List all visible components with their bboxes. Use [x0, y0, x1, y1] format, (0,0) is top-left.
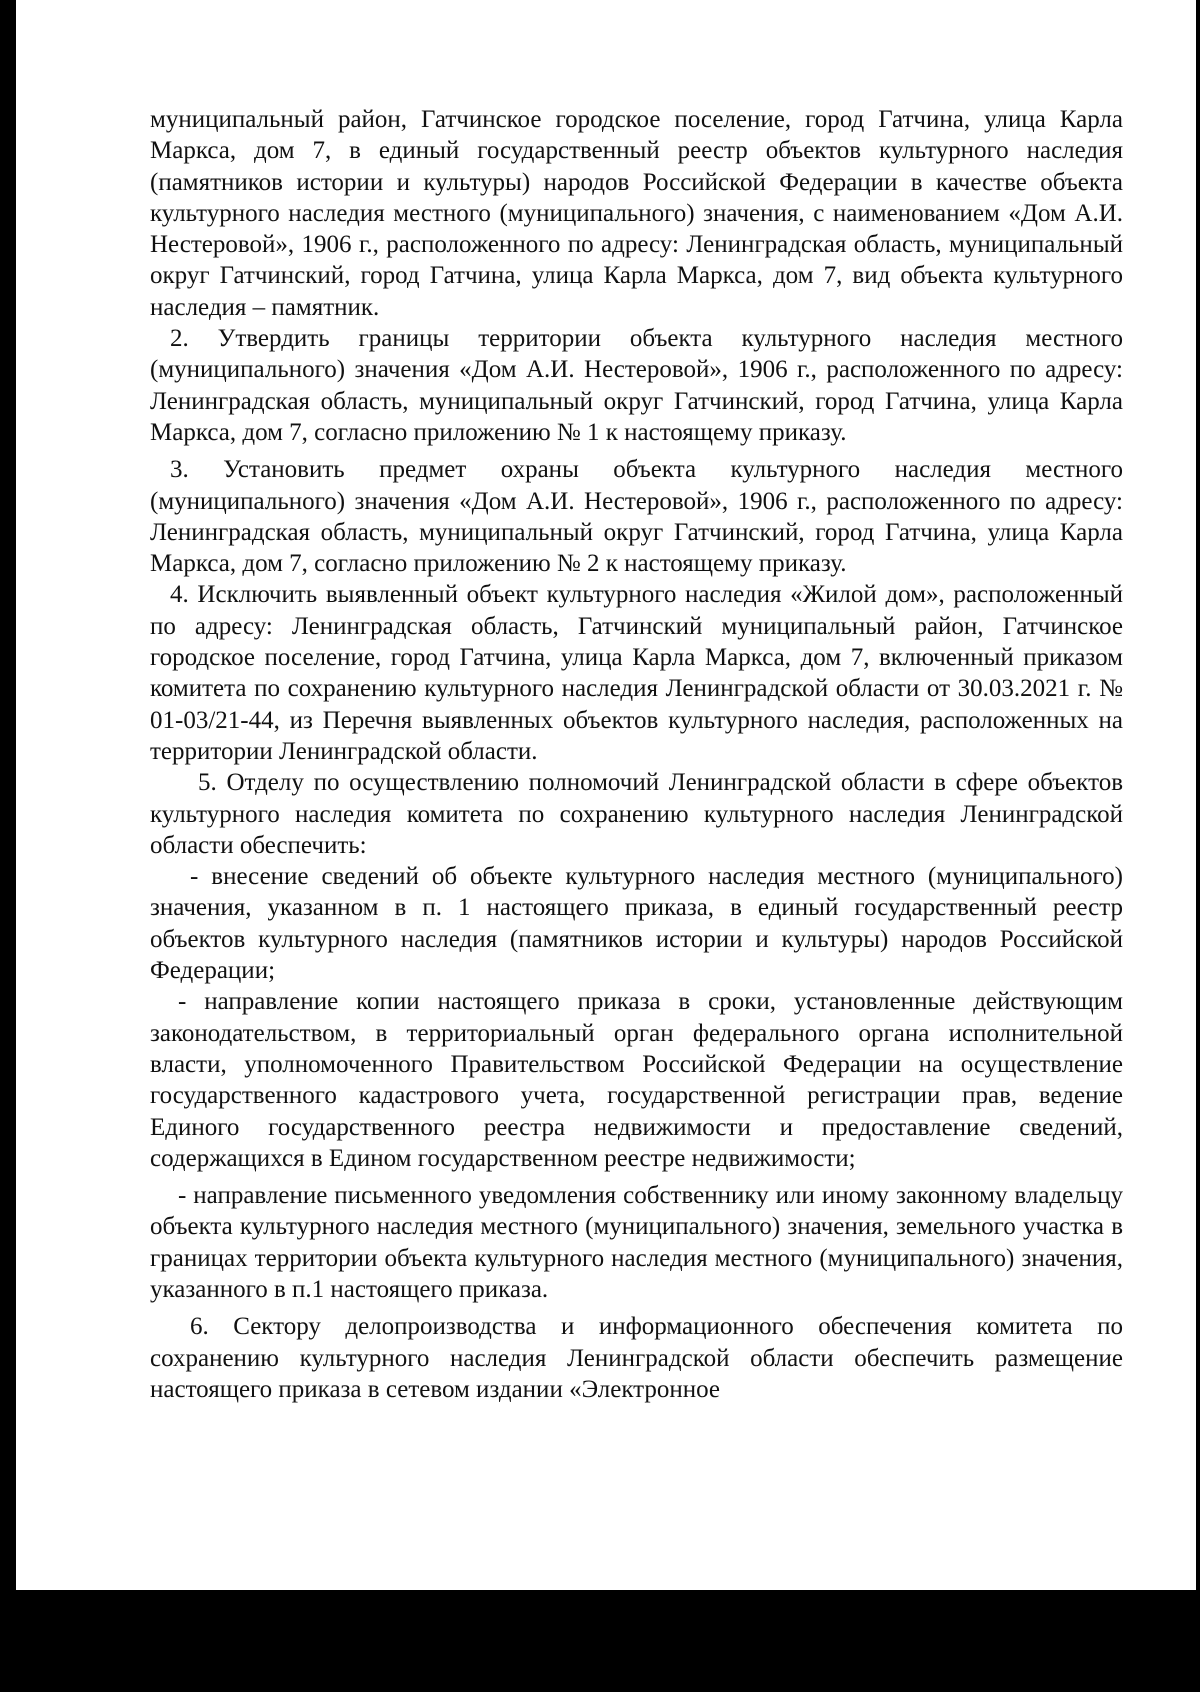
paragraph-2-approve-boundaries: 2. Утвердить границы территории объекта культурного наследия местного (муниципального) значения «Дом А.И. Нестеровой», 1906 г., расположенного по адресу: Ленинградская область, муниципальный округ Гатчинский, город Гатчина, улица Карла Маркса, дом 7, согласно приложению № 1 к настоящему приказу. — [150, 325, 1123, 446]
paragraph-6-publication: 6. Сектору делопроизводства и информационного обеспечения комитета по сохранению культурного наследия Ленинградской области обеспечить размещение настоящего приказа в сетевом издании «Электронное — [150, 1313, 1123, 1403]
list-item-send-copy: - направление копии настоящего приказа в сроки, установленные действующим законодательством, в территориальный орган федерального органа исполнительной власти, уполномоченного Правительством Российской Федерации на осуществление государственного кадастрового учета, государственной регистрации прав, ведение Единого государственного реестра недвижимости и предоставление сведений, содержащихся в Едином государственном реестре недвижимости; — [150, 988, 1123, 1172]
paragraph-3-protection-subject: 3. Установить предмет охраны объекта культурного наследия местного (муниципального) значения «Дом А.И. Нестеровой», 1906 г., расположенного по адресу: Ленинградская область, муниципальный округ Гатчинский, город Гатчина, улица Карла Маркса, дом 7, согласно приложению № 2 к настоящему приказу. — [150, 456, 1123, 578]
document-body — [150, 104, 1123, 1405]
list-item-register-entry: - внесение сведений об объекте культурного наследия местного (муниципального) значения, указанном в п. 1 настоящего приказа, в единый государственный реестр объектов культурного наследия (памятников истории и культуры) народов Российской Федерации; — [150, 863, 1123, 985]
list-item-written-notice: - направление письменного уведомления собственнику или иному законному владельцу объекта культурного наследия местного (муниципального) значения, земельного участка в границах территории объекта культурного наследия местного (муниципального) значения, указанного в п.1 настоящего приказа. — [150, 1182, 1123, 1303]
paragraph-5-department-duties: 5. Отделу по осуществлению полномочий Ленинградской области в сфере объектов культурного наследия комитета по сохранению культурного наследия Ленинградской области обеспечить: — [150, 769, 1123, 859]
scan-edge-right — [1196, 0, 1200, 1692]
scan-bottom-band — [0, 1590, 1200, 1692]
paragraph-1-continuation: муниципальный район, Гатчинское городское поселение, город Гатчина, улица Карла Маркса, дом 7, в единый государственный реестр объектов культурного наследия (памятников истории и культуры) народов Российской Федерации в качестве объекта культурного наследия местного (муниципального) значения, с наименованием «Дом А.И. Нестеровой», 1906 г., расположенного по адресу: Ленинградская область, муниципальный округ Гатчинский, город Гатчина, улица Карла Маркса, дом 7, вид объекта культурного наследия – памятник. — [150, 106, 1123, 321]
paragraph-4-exclude-object: 4. Исключить выявленный объект культурного наследия «Жилой дом», расположенный по адресу: Ленинградская область, Гатчинский муниципальный район, Гатчинское городское поселение, город Гатчина, улица Карла Маркса, дом 7, включенный приказом комитета по сохранению культурного наследия Ленинградской области от 30.03.2021 г. № 01-03/21-44, из Перечня выявленных объектов культурного наследия, расположенных на территории Ленинградской области. — [150, 581, 1123, 765]
scan-edge-left — [0, 0, 16, 1692]
